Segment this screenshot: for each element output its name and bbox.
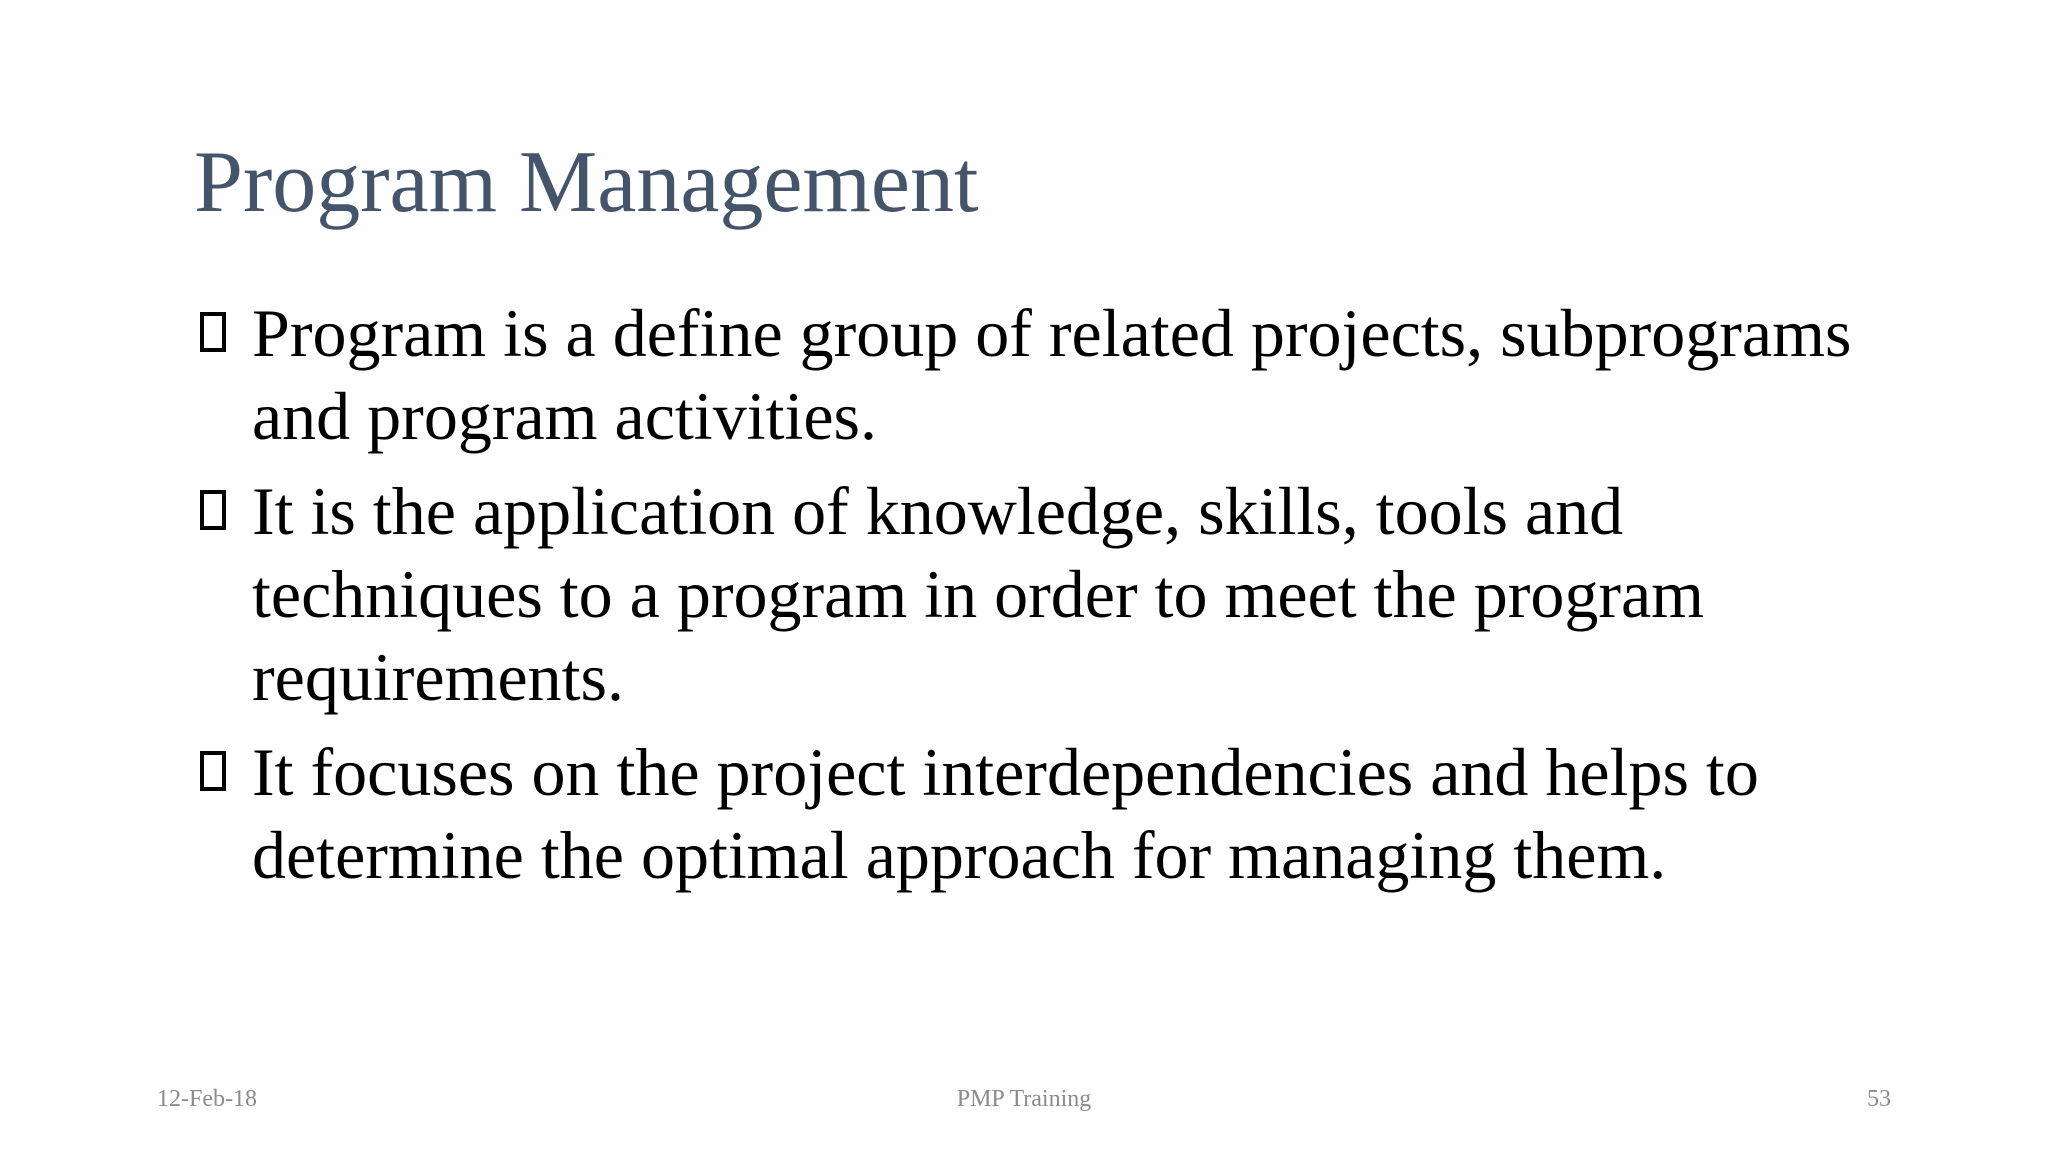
bullet-text: It is the application of knowledge, skills, tools and techniques to a program in order to meet the program requirements. bbox=[252, 473, 1705, 715]
bullet-item bbox=[194, 731, 1914, 897]
bullet-text: Program is a define group of related projects, subprograms and program activities. bbox=[252, 295, 1852, 454]
bullet-item bbox=[194, 292, 1914, 458]
footer-date: 12-Feb-18 bbox=[157, 1086, 257, 1112]
slide-title: Program Management bbox=[194, 134, 979, 231]
hollow-square-icon bbox=[200, 312, 226, 352]
footer-title: PMP Training bbox=[956, 1086, 1092, 1112]
slide-number: 53 bbox=[1867, 1086, 1891, 1112]
bullet-text: It focuses on the project interdependencies and helps to determine the optimal approach for managing them. bbox=[252, 734, 1759, 893]
hollow-square-icon bbox=[200, 751, 226, 791]
hollow-square-icon bbox=[200, 490, 226, 530]
bullet-list bbox=[194, 292, 1914, 909]
bullet-item bbox=[194, 470, 1914, 719]
